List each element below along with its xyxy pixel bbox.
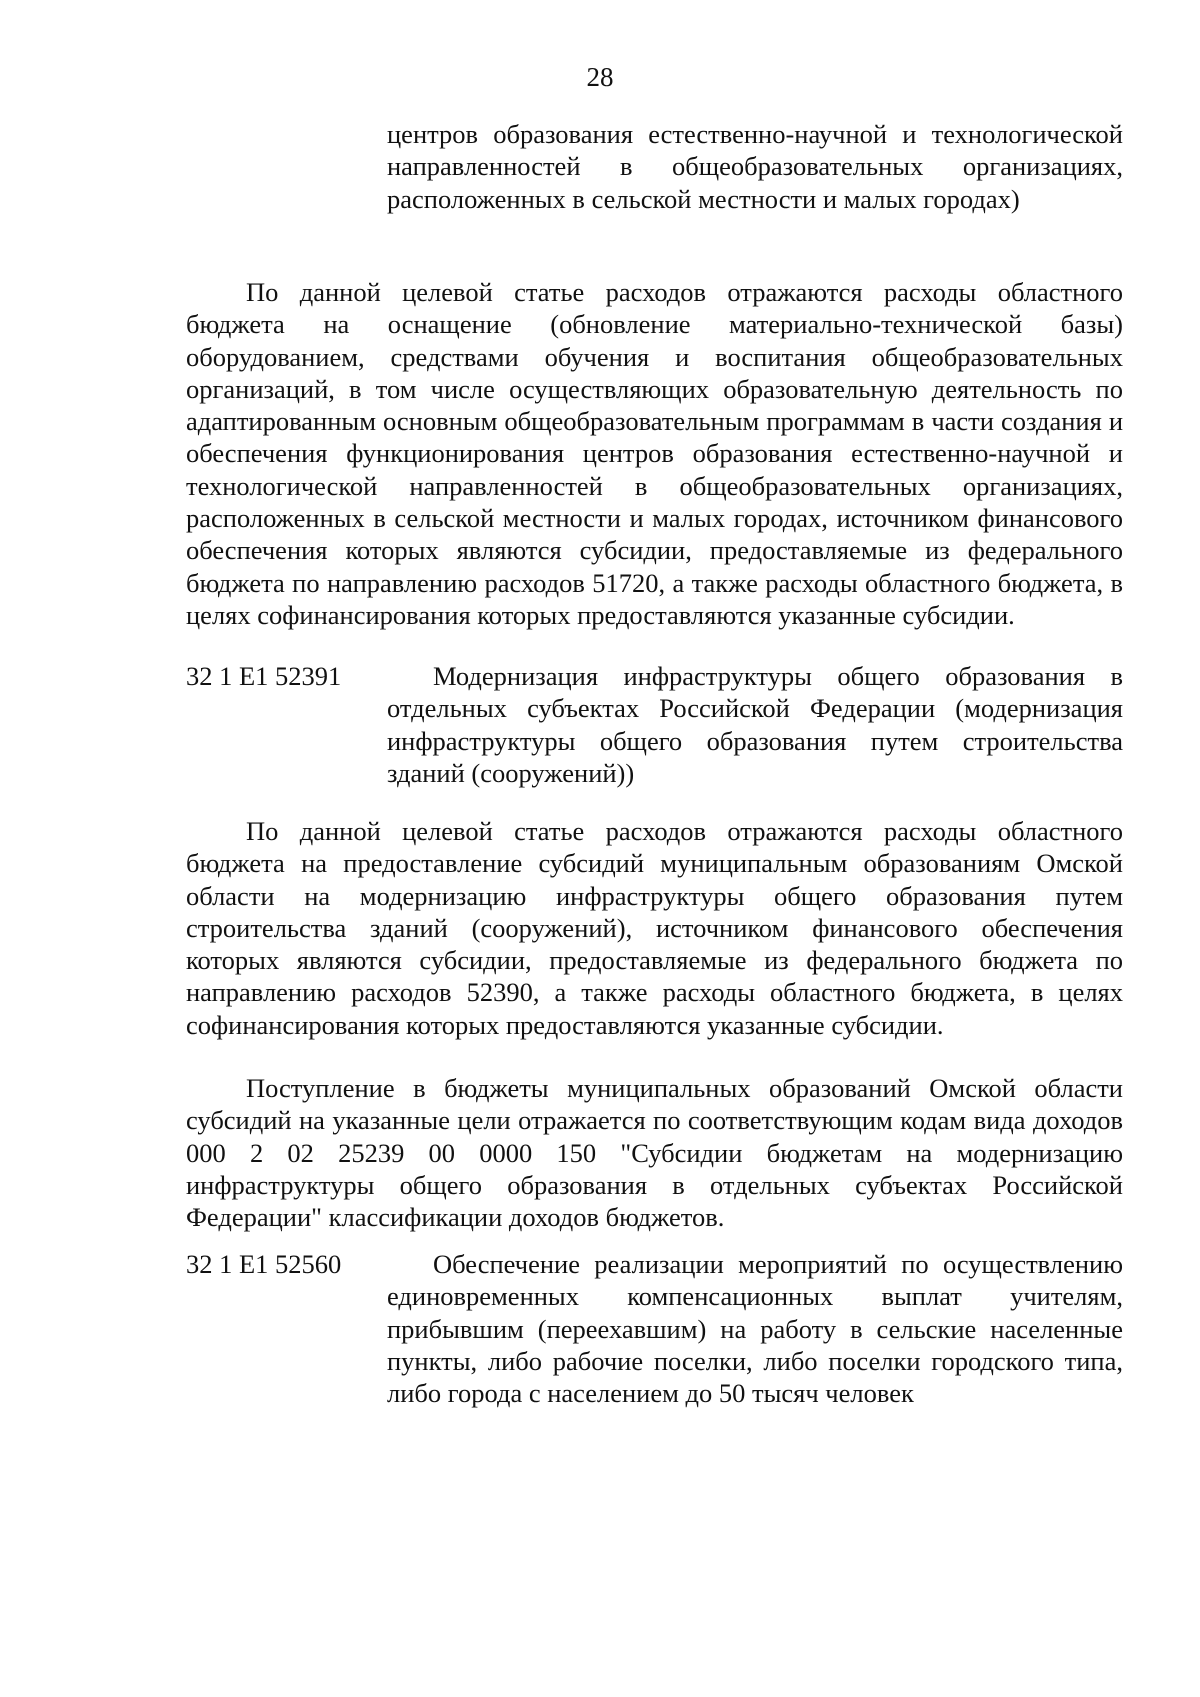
entry-2-title: Обеспечение реализации мероприятий по осуществлению единовременных компенсационных выплат учителям, прибывшим (переехавшим) на работу в сельские населенные пункты, либо рабочие поселки, либо поселки городского типа, либо города с населением до 50 тысяч человек <box>387 1249 1123 1409</box>
paragraph-2: По данной целевой статье расходов отражаются расходы областного бюджета на предоставление субсидий муниципальным образованиям Омской области на модернизацию инфраструктуры общего образования путем строительства зданий (сооружений), источником финансового обеспечения которых являются субсидии, предоставляемые из федерального бюджета по направлению расходов 52390, а также расходы областного бюджета, в целях софинансирования которых предоставляются указанные субсидии. <box>186 816 1123 1040</box>
continued-entry-title: центров образования естественно-научной и технологической направленностей в общеобразовательных организациях, расположенных в сельской местности и малых городах) <box>387 119 1123 214</box>
entry-1-code: 32 1 E1 52391 <box>186 661 342 691</box>
paragraph-1: По данной целевой статье расходов отражаются расходы областного бюджета на оснащение (обновление материально-технической базы) оборудованием, средствами обучения и воспитания общеобразовательных организаций, в том числе осуществляющих образовательную деятельность по адаптированным основным общеобразовательным программам в части создания и обеспечения функционирования центров образования естественно-научной и технологической направленностей в общеобразовательных организациях, расположенных в сельской местности и малых городах, источником финансового обеспечения которых являются субсидии, предоставляемые из федерального бюджета по направлению расходов 51720, а также расходы областного бюджета, в целях софинансирования которых предоставляются указанные субсидии. <box>186 277 1123 630</box>
entry-1-title: Модернизация инфраструктуры общего образования в отдельных субъектах Российской Федерации (модернизация инфраструктуры общего образования путем строительства зданий (сооружений)) <box>387 661 1123 788</box>
entry-2-code: 32 1 E1 52560 <box>186 1249 342 1279</box>
page-number: 28 <box>586 62 614 92</box>
paragraph-3: Поступление в бюджеты муниципальных образований Омской области субсидий на указанные цели отражается по соответствующим кодам вида доходов 000 2 02 25239 00 0000 150 "Субсидии бюджетам на модернизацию инфраструктуры общего образования в отдельных субъектах Российской Федерации" классификации доходов бюджетов. <box>186 1073 1123 1233</box>
